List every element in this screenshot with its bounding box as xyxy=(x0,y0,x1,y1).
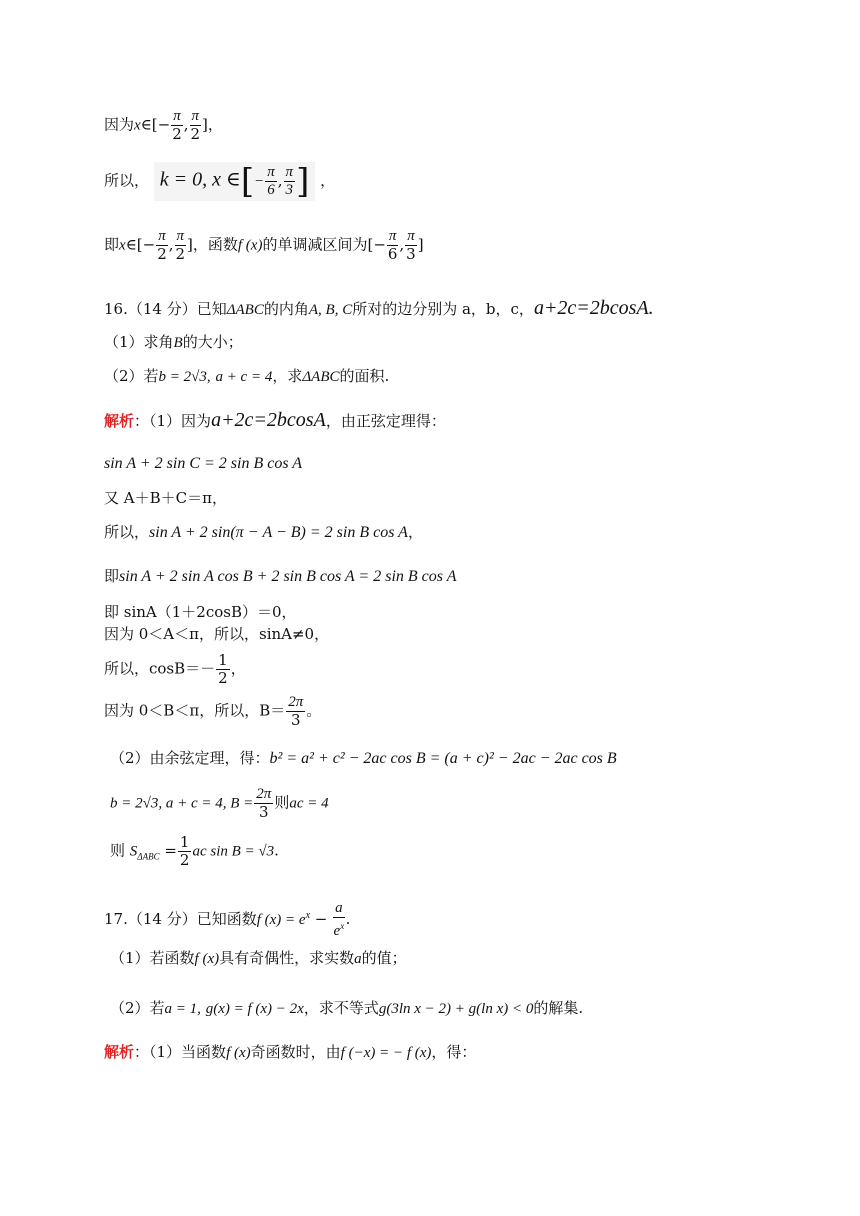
solution-label: 解析 xyxy=(104,1043,135,1061)
text: 因为 xyxy=(104,115,135,134)
solution-16-line-4: 所以，sin A + 2 sin(π − A − B) = 2 sin B cos A， xyxy=(104,523,423,541)
solution-16-line-2: sin A + 2 sin C = 2 sin B cos A xyxy=(104,455,303,472)
interval-line-3: 即x∈[− $\frac{\pi}{2}$ , $\frac{\pi}{2}$ ]，函数f (x)的单调减区间为[− $\frac{\pi}{6}$ , $\frac{\pi}{3}$ ] xyxy=(104,228,424,263)
fraction: $\frac{\pi}{2}$ xyxy=(172,108,182,143)
math: x xyxy=(134,117,141,134)
solution-16-line-12: 则 $S_{\Delta ABC}$ = $\frac{1}{2}$ ac sin B = √3. xyxy=(110,833,279,869)
question-16-part-2: （2）若b = 2√3, a + c = 4，求ΔABC的面积. xyxy=(104,367,390,385)
question-17-header: 17.（14 分）已知函数f $(x) = e^x$ − $\frac{a}{e^x}$ . xyxy=(104,900,351,939)
solution-16-line-10: （2）由余弦定理，得：b² = a² + c² − 2ac cos B = (a + c)² − 2ac − 2ac cos B xyxy=(110,749,617,767)
solution-16-line-8: 所以，cosB＝－ $\frac{1}{2}$ ， xyxy=(104,651,246,687)
math: ∈[− xyxy=(140,115,171,134)
solution-label: 解析 xyxy=(104,412,135,430)
solution-17-line-1: 解析：（1）当函数f (x)奇函数时，由f (−x) = − f (x)，得： xyxy=(104,1043,477,1061)
math-image: k = 0, x ∈[− $\frac{\pi}{6}$ , $\frac{\pi}{3}$ ] xyxy=(154,162,316,201)
fraction: $\frac{\pi}{2}$ xyxy=(190,108,201,143)
interval-line-1: 因为x∈[− $\frac{\pi}{2}$ , $\frac{\pi}{2}$ ]， xyxy=(104,108,223,143)
question-16-part-1: （1）求角B的大小； xyxy=(104,333,243,351)
solution-16-line-6: 即 sinA（1＋2cosB）＝0， xyxy=(104,603,297,621)
solution-16-line-9: 因为 0＜B＜π，所以，B＝ $\frac{2\pi}{3}$ 。 xyxy=(104,694,322,729)
solution-16-line-11: b = 2√3, a + c = 4, B = $\frac{2\pi}{3}$ 则ac = 4 xyxy=(110,786,329,821)
solution-16-line-1: 解析：（1）因为a+2c=2bcosA，由正弦定理得： xyxy=(104,409,446,431)
solution-16-line-7: 因为 0＜A＜π，所以，sinA≠0， xyxy=(104,625,330,643)
solution-16-line-3: 又 A＋B＋C＝π， xyxy=(104,489,227,507)
question-17-part-2: （2）若a = 1, g(x) = f (x) − 2x，求不等式g(3ln x − 2) + g(ln x) < 0的解集. xyxy=(110,999,584,1017)
question-17-part-1: （1）若函数f (x)具有奇偶性，求实数a的值； xyxy=(110,949,407,967)
solution-16-line-5: 即sin A + 2 sin A cos B + 2 sin B cos A = 2 sin B cos A xyxy=(104,567,457,585)
interval-line-2: 所以， k = 0, x ∈[− $\frac{\pi}{6}$ , $\frac{\pi}{3}$ ] ， xyxy=(104,161,336,202)
question-16-header: 16.（14 分）已知ΔABC的内角A, B, C所对的边分别为 a，b，c，a+2c=2bcosA. xyxy=(104,297,654,319)
text: 所以， xyxy=(104,171,150,190)
